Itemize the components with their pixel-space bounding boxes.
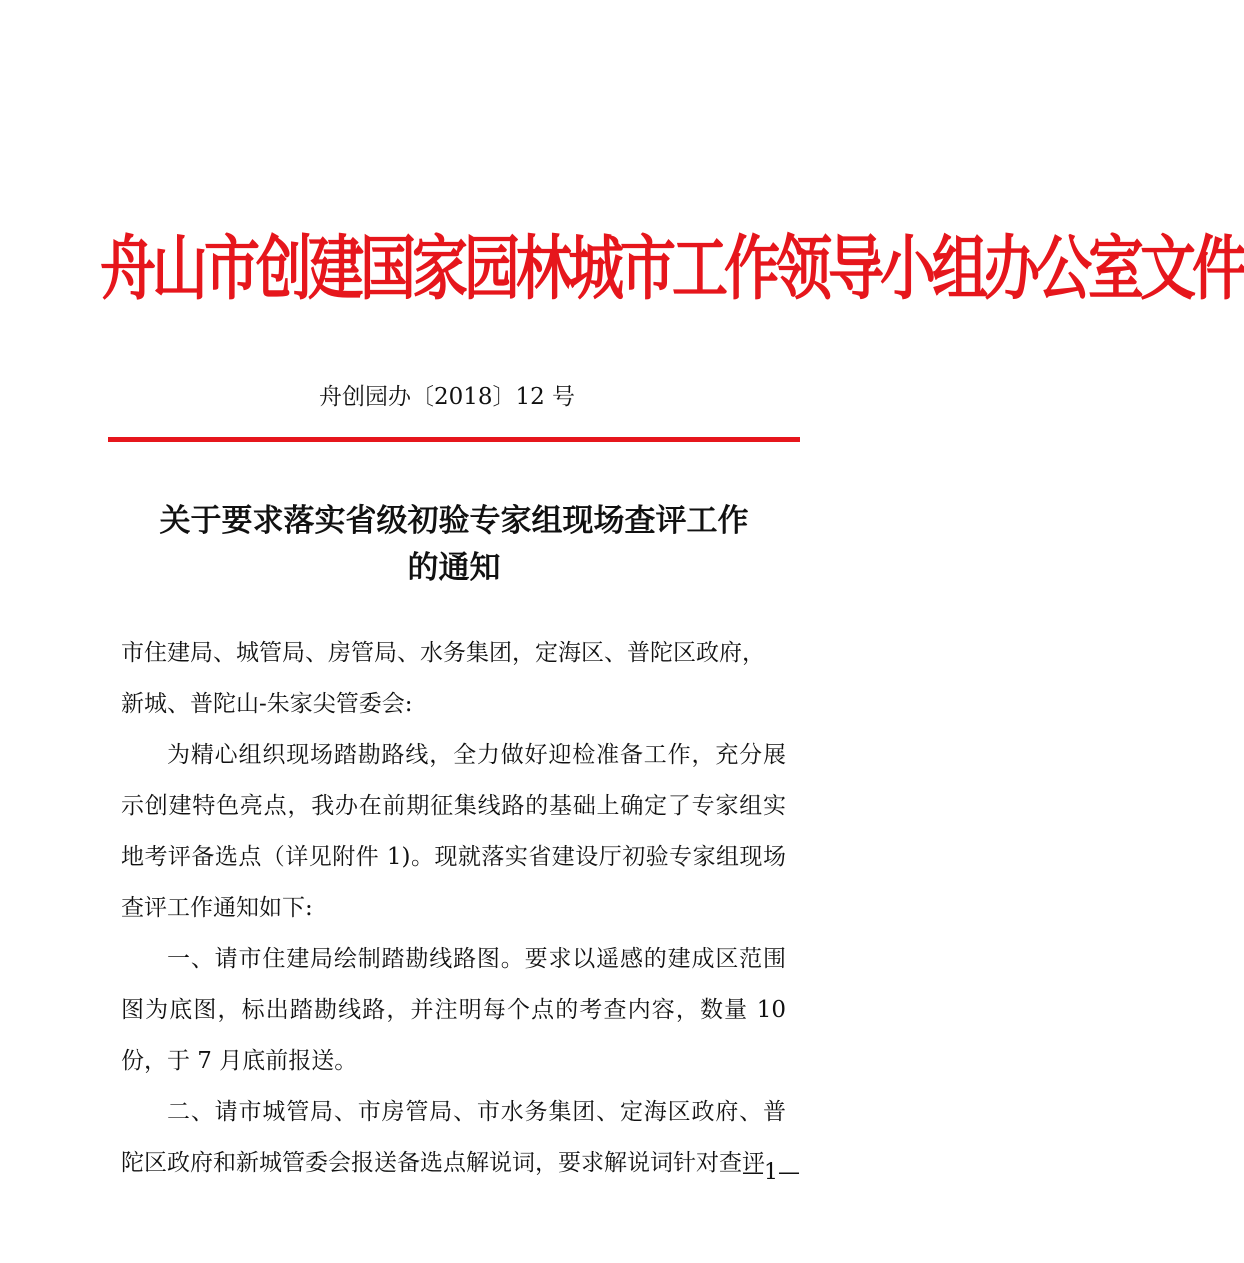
addressee-line-2: 新城、普陀山-朱家尖管委会:: [121, 691, 413, 717]
title-line-1: 关于要求落实省级初验专家组现场查评工作: [159, 503, 749, 539]
paragraph-item-1: 一、请市住建局绘制踏勘线路图。要求以遥感的建成区范围图为底图，标出踏勘线路，并注明每个点的考查内容，数量 10 份，于 7 月底前报送。: [121, 946, 786, 1074]
title-line-2: 的通知: [407, 550, 501, 586]
paragraph-intro: 为精心组织现场踏勘路线，全力做好迎检准备工作，充分展示创建特色亮点，我办在前期征集线路的基础上确定了专家组实地考评备选点（详见附件 1)。现就落实省建设厅初验专家组现场查评工作通知如下:: [121, 742, 786, 921]
page-number: —1—: [742, 1160, 800, 1185]
red-divider-line: [108, 437, 800, 442]
document-number: 舟创园办〔2018〕12 号: [318, 384, 576, 410]
masthead-title: 舟山市创建国家园林城市工作领导小组办公室文件: [100, 228, 1244, 310]
addressee-line-1: 市住建局、城管局、房管局、水务集团，定海区、普陀区政府，: [121, 640, 765, 666]
notice-body: [121, 628, 786, 1189]
notice-title: [108, 498, 800, 592]
paragraph-item-2: 二、请市城管局、市房管局、市水务集团、定海区政府、普陀区政府和新城管委会报送备选点解说词，要求解说词针对查评: [121, 1099, 786, 1176]
